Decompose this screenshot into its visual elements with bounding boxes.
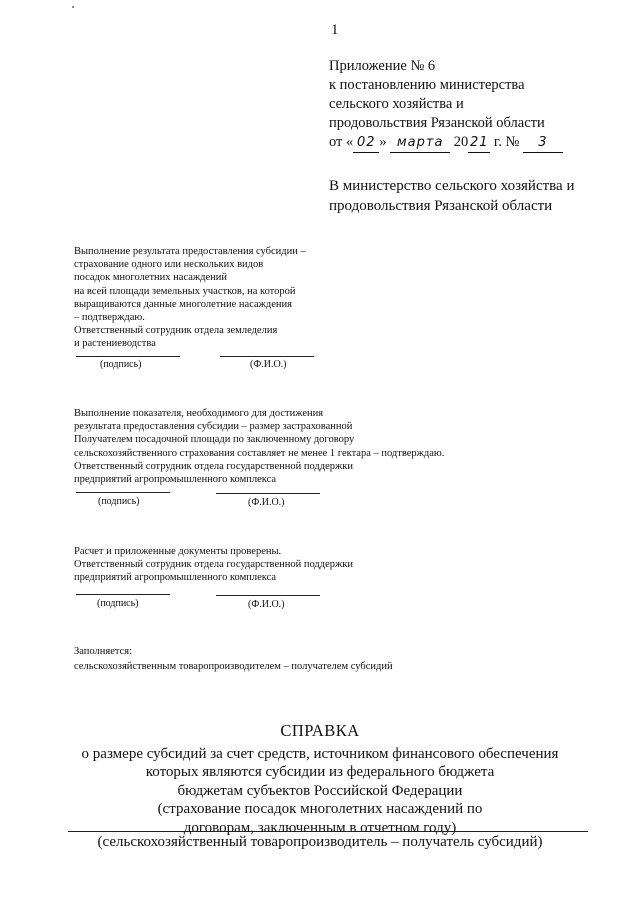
- title-line: (страхование посадок многолетних насаждений по: [157, 801, 483, 817]
- block-line: и растениеводства: [74, 338, 156, 350]
- title-line: договорам, заключенным в отчетном году): [183, 819, 457, 836]
- block-line: посадок многолетних насаждений: [74, 272, 228, 284]
- signature-label: (подпись): [100, 359, 142, 370]
- block-line: Ответственный сотрудник отдела государственной поддержки: [74, 559, 353, 571]
- fill-note-title: Заполняется:: [74, 646, 132, 657]
- date-sep: »: [379, 134, 387, 150]
- order-number: 3: [523, 133, 563, 153]
- block-line: на всей площади земельных участков, на которой: [74, 285, 296, 297]
- block-line: – подтверждаю.: [74, 312, 145, 324]
- block-line: выращиваются данные многолетние насаждения: [74, 298, 292, 310]
- addressee-line: В министерство сельского хозяйства и: [329, 178, 575, 194]
- block-line: страхование одного или нескольких видов: [74, 259, 264, 271]
- date-day: 02: [353, 133, 379, 153]
- date-year: 21: [468, 133, 490, 153]
- block-line: Получателем посадочной площади по заключенному договору: [74, 434, 355, 446]
- recipient-caption: (сельскохозяйственный товаропроизводитель – получатель субсидий): [97, 834, 543, 850]
- appendix-line: продовольствия Рязанской области: [329, 115, 545, 131]
- fill-note-text: сельскохозяйственным товаропроизводителем – получателем субсидий: [74, 661, 393, 672]
- addressee: [329, 176, 575, 216]
- date-prefix: от «: [329, 134, 354, 150]
- signature-label: (подпись): [98, 496, 140, 507]
- block-line: Выполнение результата предоставления субсидии –: [74, 246, 306, 257]
- name-label: (Ф.И.О.): [248, 599, 285, 610]
- date-year-prefix: 20: [453, 134, 469, 150]
- confirmation-block-3: [74, 545, 353, 585]
- block-line: Выполнение показателя, необходимого для достижения: [74, 408, 324, 419]
- appendix-date-line: [329, 133, 563, 153]
- name-line: [216, 595, 320, 596]
- certificate-title: СПРАВКА: [280, 721, 360, 740]
- block-line: Ответственный сотрудник отдела государственной поддержки: [74, 460, 353, 472]
- date-year-postfix: г. №: [490, 134, 523, 150]
- appendix-line: сельского хозяйства и: [329, 96, 464, 112]
- name-line: [216, 493, 320, 494]
- signature-line: [76, 356, 180, 357]
- appendix-line: к постановлению министерства: [329, 77, 525, 93]
- name-label: (Ф.И.О.): [248, 497, 285, 508]
- title-line: которых являются субсидии из федерального бюджета: [145, 764, 495, 780]
- scan-artifact: [72, 6, 74, 8]
- certificate-title-block: [0, 722, 640, 837]
- confirmation-block-2: [74, 407, 444, 486]
- block-line: Ответственный сотрудник отдела земледелия: [74, 325, 278, 337]
- fill-note: [74, 644, 393, 674]
- signature-label: (подпись): [97, 598, 139, 609]
- block-line: предприятий агропромышленного комплекса: [74, 572, 277, 584]
- block-line: результата предоставления субсидии – размер застрахованной: [74, 421, 353, 433]
- appendix-header: [329, 57, 563, 153]
- date-month: марта: [390, 133, 450, 153]
- name-line: [220, 356, 314, 357]
- block-line: предприятий агропромышленного комплекса: [74, 474, 277, 486]
- title-line: о размере субсидий за счет средств, источником финансового обеспечения: [81, 745, 559, 762]
- title-line: бюджетам субъектов Российской Федерации: [177, 782, 463, 799]
- recipient-fill-line: [68, 831, 588, 832]
- name-label: (Ф.И.О.): [250, 359, 287, 370]
- signature-line: [76, 492, 170, 493]
- block-line: Расчет и приложенные документы проверены.: [74, 546, 282, 557]
- confirmation-block-1: [74, 245, 306, 351]
- addressee-line: продовольствия Рязанской области: [329, 198, 553, 214]
- page-number: 1: [331, 22, 339, 38]
- block-line: сельскохозяйственного страхования составляет не менее 1 гектара – подтверждаю.: [74, 447, 445, 459]
- signature-line: [76, 594, 170, 595]
- appendix-title: Приложение № 6: [329, 58, 436, 74]
